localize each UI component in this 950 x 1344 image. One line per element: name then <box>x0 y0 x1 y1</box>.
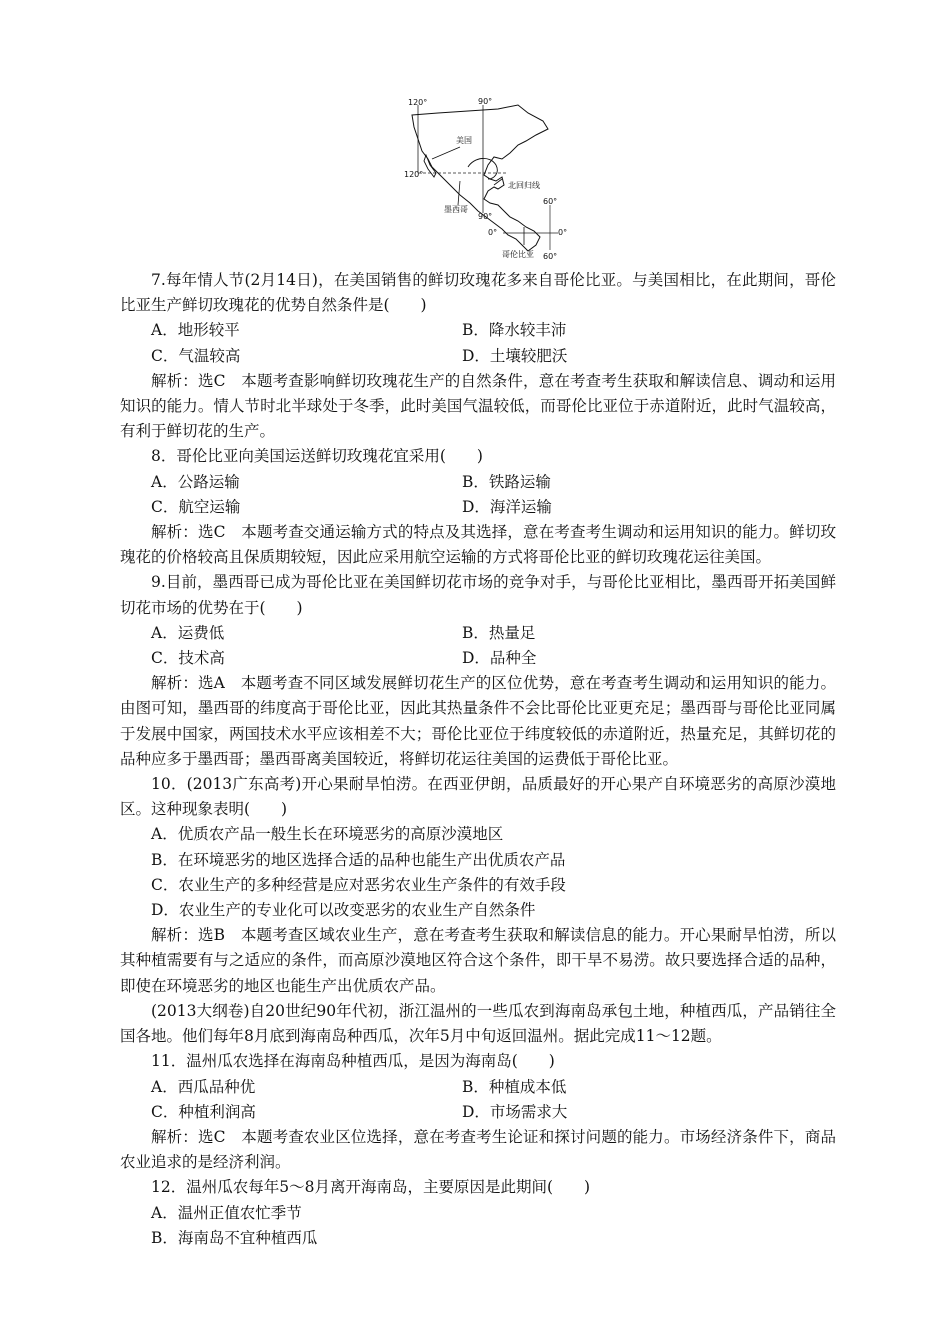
question-10-analysis: 解析：选B 本题考查区域农业生产，意在考查考生获取和解读信息的能力。开心果耐旱怕涝，所以其种植需要有与之适应的条件，而高原沙漠地区符合这个条件，即干旱不易涝。故只要选择合适的品种，即使在环境恶劣的地区也能生产出优质农产品。 <box>120 926 836 995</box>
label-tropic: 北回归线 <box>508 181 540 190</box>
option: D．海洋运输 <box>462 497 552 516</box>
label-lat0-left: 0° <box>488 228 498 237</box>
option: A．运费低 <box>151 623 225 642</box>
option: B．热量足 <box>462 623 536 642</box>
label-mexico: 墨西哥 <box>444 205 468 214</box>
option: A．地形较平 <box>151 321 240 340</box>
question-8-options-row2 <box>120 495 836 520</box>
question-7-stem: 7.每年情人节(2月14日)，在美国销售的鲜切玫瑰花多来自哥伦比亚。与美国相比，在此期间，哥伦比亚生产鲜切玫瑰花的优势自然条件是( ) <box>120 271 836 315</box>
question-11-options-row1 <box>120 1075 836 1100</box>
question-12-stem: 12．温州瓜农每年5～8月离开海南岛，主要原因是此期间( ) <box>151 1178 591 1197</box>
question-11-options-row2 <box>120 1100 836 1125</box>
label-lon60-top: 60° <box>543 197 558 206</box>
option: C．航空运输 <box>151 497 241 516</box>
option: D．品种全 <box>462 649 537 668</box>
option: A．温州正值农忙季节 <box>151 1203 302 1222</box>
option: A．西瓜品种优 <box>151 1077 256 1096</box>
option: B．海南岛不宜种植西瓜 <box>151 1228 318 1247</box>
question-9-options-row1 <box>120 621 836 646</box>
question-7-analysis: 解析：选C 本题考查影响鲜切玫瑰花生产的自然条件，意在考查考生获取和解读信息、调动和运用知识的能力。情人节时北半球处于冬季，此时美国气温较低，而哥伦比亚位于赤道附近，此时气温较高，有利于鲜切花的生产。 <box>120 371 836 441</box>
passage-intro: (2013大纲卷)自20世纪90年代初，浙江温州的一些瓜农到海南岛承包土地，种植西瓜，产品销往全国各地。他们每年8月底到海南岛种西瓜，次年5月中旬返回温州。据此完成11～12题。 <box>120 1001 836 1046</box>
label-lon90-top: 90° <box>478 97 493 106</box>
option: C．农业生产的多种经营是应对恶劣农业生产条件的有效手段 <box>151 875 566 894</box>
option: A．优质农产品一般生长在环境恶劣的高原沙漠地区 <box>151 825 504 844</box>
document-body <box>120 268 836 1251</box>
question-8-stem: 8．哥伦比亚向美国运送鲜切玫瑰花宜采用( ) <box>151 447 483 466</box>
label-lat0-right: 0° <box>558 228 568 237</box>
question-11-stem: 11．温州瓜农选择在海南岛种植西瓜，是因为海南岛( ) <box>151 1052 555 1071</box>
label-lon60-bottom: 60° <box>543 252 558 261</box>
north-america-coast <box>412 105 548 251</box>
question-11-analysis: 解析：选C 本题考查农业区位选择，意在考查考生论证和探讨问题的能力。市场经济条件下，商品农业追求的是经济利润。 <box>120 1127 836 1172</box>
question-7-options-row1 <box>120 318 836 343</box>
arrow-usa <box>432 147 460 159</box>
option: C．种植利润高 <box>151 1102 256 1121</box>
question-10-stem: 10．(2013广东高考)开心果耐旱怕涝。在西亚伊朗，品质最好的开心果产自环境恶劣的高原沙漠地区。这种现象表明( ) <box>120 775 836 819</box>
option: D．市场需求大 <box>462 1102 568 1121</box>
option: B．在环境恶劣的地区选择合适的品种也能生产出优质农产品 <box>151 850 566 869</box>
question-8-analysis: 解析：选C 本题考查交通运输方式的特点及其选择，意在考查考生调动和运用知识的能力。鲜切玫瑰花的价格较高且保质期较短，因此应采用航空运输的方式将哥伦比亚的鲜切玫瑰花运往美国。 <box>120 523 836 567</box>
label-lon120-top: 120° <box>408 98 428 107</box>
label-lon90-bottom: 90° <box>478 212 493 221</box>
label-usa: 美国 <box>456 136 472 145</box>
option: A．公路运输 <box>151 472 240 491</box>
option: D．农业生产的专业化可以改变恶劣的农业生产自然条件 <box>151 901 536 920</box>
question-9-analysis: 解析：选A 本题考查不同区域发展鲜切花生产的区位优势，意在考查考生调动和运用知识的能力。由图可知，墨西哥的纬度高于哥伦比亚，因此其热量条件不会比哥伦比亚更充足；墨西哥与哥伦比亚同属于发展中国家，两国技术水平应该相差不大；哥伦比亚位于纬度较低的赤道附近，热量充足，其鲜切花的品种应多于墨西哥；墨西哥离美国较近，将鲜切花运往美国的运费低于哥伦比亚。 <box>120 674 836 768</box>
question-9-stem: 9.目前，墨西哥已成为哥伦比亚在美国鲜切花市场的竞争对手，与哥伦比亚相比，墨西哥开拓美国鲜切花市场的优势在于( ) <box>120 573 836 617</box>
question-8-options-row1 <box>120 470 836 495</box>
label-lon120-bottom: 120° <box>404 170 424 179</box>
map-figure <box>398 95 570 267</box>
option: B．种植成本低 <box>462 1077 567 1096</box>
option: B．铁路运输 <box>462 472 551 491</box>
label-colombia: 哥伦比亚 <box>502 250 534 259</box>
option: C．气温较高 <box>151 346 241 365</box>
question-7-options-row2 <box>120 344 836 369</box>
option: C．技术高 <box>151 649 225 668</box>
question-9-options-row2 <box>120 646 836 671</box>
option: B．降水较丰沛 <box>462 321 567 340</box>
option: D．土壤较肥沃 <box>462 346 568 365</box>
